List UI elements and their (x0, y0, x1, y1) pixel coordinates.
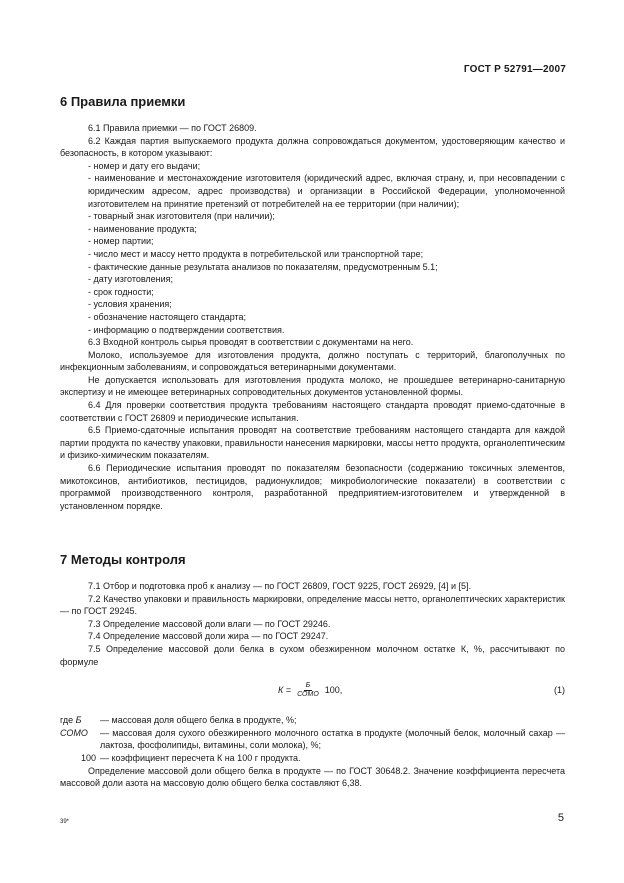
paragraph-7-4: 7.4 Определение массовой доли жира — по ГОСТ 29247. (88, 631, 329, 642)
legend-symbol: 100 (80, 752, 96, 763)
paragraph-milk-restriction: Не допускается использовать для изготовления продукта молоко, не прошедшее ветеринарно-санитарную экспертизу и не имеющее ветеринарных сопроводительных документов установленной формы. (60, 374, 565, 398)
list-item: - срок годности; (88, 286, 154, 297)
formula-denominator: СОМО (297, 691, 319, 699)
sheet-mark: 39* (60, 819, 70, 825)
legend-description: — массовая доля общего белка в продукте, %; (100, 715, 297, 726)
list-item: - номер и дату его выдачи; (88, 160, 201, 171)
list-item: - число мест и массу нетто продукта в потребительской или транспортной таре; (88, 248, 424, 259)
formula (60, 680, 565, 704)
paragraph-protein-method: Определение массовой доли общего белка в продукте — по ГОСТ 30648.2. Значение коэффициента пересчета массовой доли азота на массовую долю общего белка составляют 6,38. (60, 765, 565, 789)
paragraph-6-4: 6.4 Для проверки соответствия продукта требованиям настоящего стандарта проводят приемо-сдаточные в соответствии с ГОСТ 26809 и периодические испытания. (60, 400, 565, 423)
section-7-title: 7 Методы контроля (60, 552, 186, 567)
list-item: - условия хранения; (88, 299, 172, 310)
legend-row (60, 727, 565, 752)
formula-legend (60, 714, 565, 764)
list-item: - информацию о подтверждении соответствия. (88, 324, 285, 335)
formula-numerator: Б (305, 682, 311, 690)
page-number: 5 (557, 812, 564, 824)
section-7 (60, 552, 565, 790)
legend-symbol: СОМО (60, 727, 88, 738)
paragraph-7-5: 7.5 Определение массовой доли белка в сухом обезжиренном молочном остатке К, %, рассчитывают по формуле (60, 643, 565, 667)
paragraph-7-2: 7.2 Качество упаковки и правильность маркировки, определение массы нетто, органолептических характеристик — по ГОСТ 29245. (60, 593, 565, 617)
document-code: ГОСТ Р 52791—2007 (463, 64, 566, 75)
document-items-list (60, 160, 565, 336)
list-item: - дату изготовления; (88, 274, 174, 285)
legend-intro (60, 714, 100, 727)
legend-row (60, 752, 565, 765)
list-item: - фактические данные результата анализов по показателям, предусмотренным 5.1; (88, 261, 438, 272)
legend-intro-text: где (60, 715, 74, 726)
formula-number: (1) (554, 685, 565, 696)
legend-description: — коэффициент пересчета К на 100 г продукта. (100, 752, 301, 763)
paragraph-6-3: 6.3 Входной контроль сырья проводят в соответствии с документами на него. (88, 337, 414, 348)
list-item: - товарный знак изготовителя (при наличии); (88, 211, 275, 222)
section-6-title: 6 Правила приемки (60, 94, 186, 109)
list-item: - наименование продукта; (88, 223, 197, 234)
paragraph-milk-source: Молоко, используемое для изготовления продукта, должно поступать с территорий, благополучных по инфекционным заболеваниям, и сопровождаться ветеринарными документами. (60, 349, 565, 373)
section-6 (60, 94, 565, 512)
list-item: - номер партии; (88, 236, 154, 247)
paragraph-6-2: 6.2 Каждая партия выпускаемого продукта должна сопровождаться документом, удостоверяющим качество и безопасность, в котором указывают: (60, 135, 565, 159)
paragraph-6-1: 6.1 Правила приемки — по ГОСТ 26809. (88, 123, 257, 133)
legend-row (60, 714, 565, 727)
paragraph-7-3: 7.3 Определение массовой доли влаги — по ГОСТ 29246. (88, 618, 331, 629)
list-item: - обозначение настоящего стандарта; (88, 311, 247, 322)
formula-fraction (295, 682, 321, 699)
legend-description: — массовая доля сухого обезжиренного молочного остатка в продукте (молочный белок, молочный сахар — лактоза, фосфолипиды, витамины, соли молока), %; (100, 727, 565, 751)
legend-symbol: Б (75, 715, 82, 726)
formula-lhs: К = (278, 685, 292, 696)
paragraph-7-1: 7.1 Отбор и подготовка проб к анализу — по ГОСТ 26809, ГОСТ 9225, ГОСТ 26929, [4] и [5]. (88, 581, 472, 591)
paragraph-6-5: 6.5 Приемо-сдаточные испытания проводят на соответствие требованиям настоящего стандарта для каждой партии продукта по качеству упаковки, правильности нанесения маркировки, массы нетто продукта, органолептическим и физико-химическим показателям. (60, 425, 565, 461)
list-item: - наименование и местонахождение изготовителя (юридический адрес, включая страну, и, при несовпадении с юридическим адресом, адрес производства) и организации в Российской Федерации, уполномоченной изготовителем на принятие претензий от потребителей на ее территории (при наличии); (88, 173, 565, 209)
formula-rhs: 100, (324, 685, 343, 696)
paragraph-6-6: 6.6 Периодические испытания проводят по показателям безопасности (содержанию токсичных элементов, микотоксинов, антибиотиков, пестицидов, радионуклидов; микробиологические показатели) в соответствии с программой производственного контроля, разработанной предприятием-изготовителем и утвержденной в установленном порядке. (60, 463, 565, 511)
